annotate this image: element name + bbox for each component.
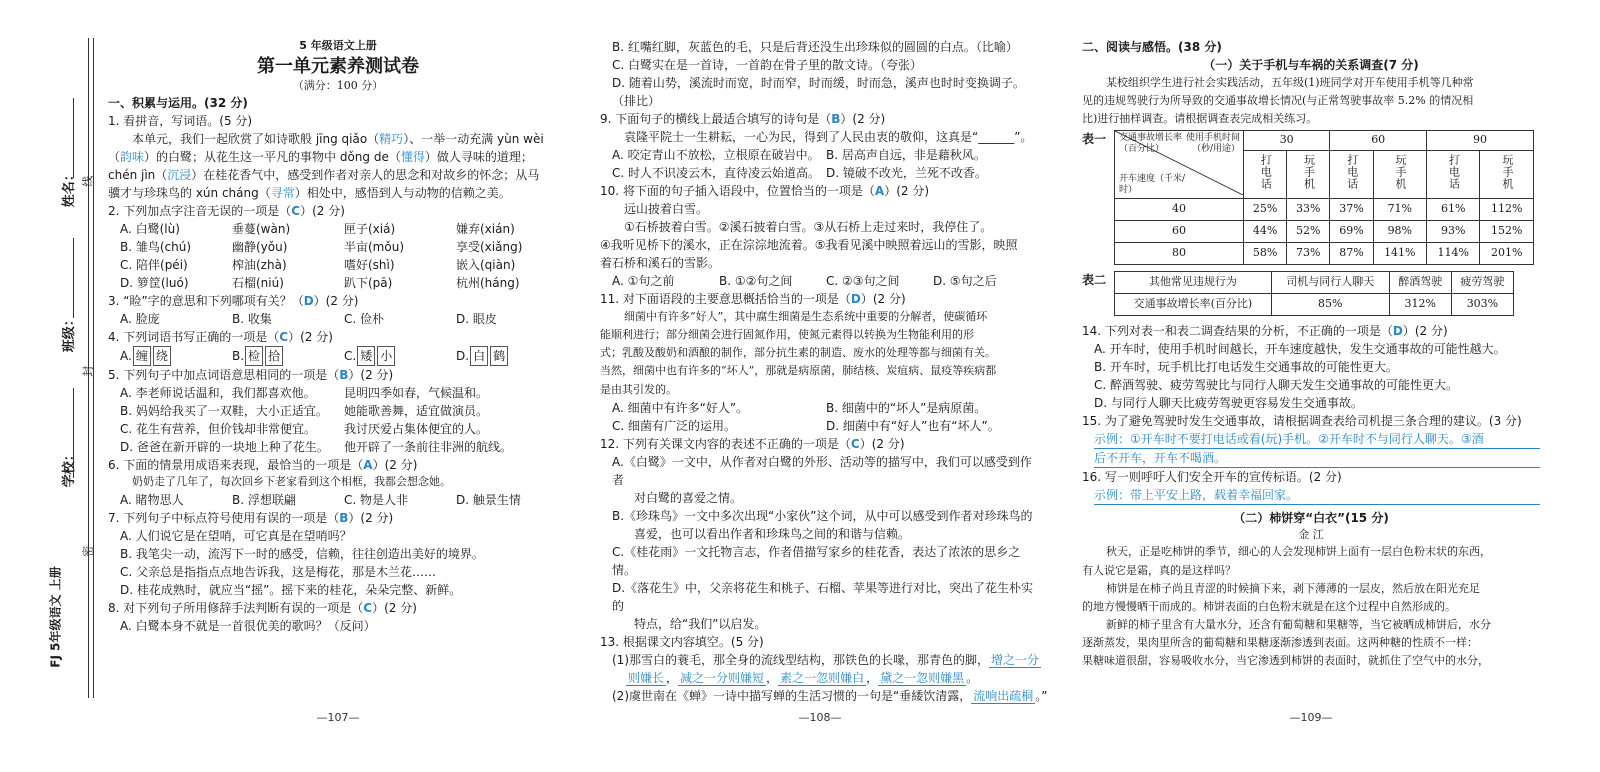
- q1-answer-4: 沉浸: [167, 168, 192, 183]
- q9-answer: B: [831, 112, 841, 126]
- page-108: [600, 38, 1048, 724]
- q13-answer: 流响出疏桐: [973, 688, 1034, 703]
- q9-prompt: 9. 下面句子的横线上最适合填写的诗句是（B）(2 分): [600, 112, 886, 126]
- table-1-use-header: 玩手机: [1302, 153, 1316, 190]
- table-1-row: 60 44% 52% 69% 98% 93% 152%: [1115, 220, 1534, 242]
- q1-line-3: chén jìn（沉浸）在桂花香气中，感受到作者对亲人的思念和对故乡的怀念；从马: [108, 168, 540, 183]
- table-1-block: [1082, 130, 1540, 265]
- page-title: 第一单元素养测试卷: [257, 55, 419, 77]
- q3-prompt: 3. “睑”字的意思和下列哪项有关？（D）(2 分): [108, 294, 359, 309]
- q15-prompt: 15. 为了避免驾驶时发生交通事故，请根据调查表给司机提三条合理的建议。(3 分): [1082, 413, 1522, 428]
- reading-1-intro: 某校组织学生进行社会实践活动，五年级(1)班同学对开车使用手机等几种常 见的违规驾驶行为所导致的交通事故增长情况(与正常驾驶事故率 5.2% 的情况相 比)进行抽样调查。请根据调查表完成相关练习。: [1082, 76, 1474, 126]
- q14-option: A. 开车时，使用手机时间越长，开车速度越快，发生交通事故的可能性越大。: [1094, 341, 1506, 356]
- q5-option-row: A. 李老师说话温和，我们都喜欢他。 昆明四季如春，气候温和。: [120, 386, 489, 401]
- q7-option: D. 桂花成熟时，就应当“摇”。摇下来的桂花，朵朵完整、新鲜。: [120, 582, 462, 597]
- q7-option: C. 父亲总是指指点点地告诉我，这是梅花，那是木兰花……: [120, 564, 437, 579]
- q16-answer: 示例：带上平安上路，载着幸福回家。: [1082, 486, 1540, 505]
- q2-prompt: 2. 下列加点字注音无误的一项是（C）(2 分): [108, 204, 345, 219]
- q13-prompt: 13. 根据课文内容填空。(5 分): [600, 634, 764, 649]
- q11-option-row: C. 细菌有广泛的运用。 D. 细菌中有“好人”也有“坏人”。: [612, 418, 1000, 433]
- q10-passage: ①石桥披着白雪。②溪石披着白雪。③从石桥上走过来时，我停住了。: [624, 220, 993, 234]
- reading-1-title: （一）关于手机与车祸的关系调查(7 分): [1203, 58, 1419, 72]
- table-2-label: 表二: [1082, 272, 1107, 287]
- q1-answer-1: 精巧: [379, 132, 404, 147]
- reading-2-author: 金 江: [1298, 527, 1324, 541]
- q12-option: D.《落花生》中，父亲将花生和桃子、石榴、苹果等进行对比，突出了花生朴实的: [612, 580, 1034, 613]
- q5-option-row: D. 爸爸在新开辟的一块地上种了花生。 他开辟了一条前往非洲的航线。: [120, 440, 513, 455]
- q9-option-row: A. 咬定青山不放松，立根原在破岩中。 B. 居高声自远，非是藉秋风。: [612, 148, 986, 162]
- q13-answer: 黛之一忽则嫌黑: [880, 670, 965, 685]
- q11-prompt: 11. 对下面语段的主要意思概括恰当的一项是（D）(2 分): [600, 292, 906, 306]
- q8-option: B. 红嘴红脚，灰蓝色的毛，只是后背还没生出珍珠似的圆圆的白点。（比喻）: [612, 40, 1018, 54]
- q11-option-row: A. 细菌中有许多“好人”。 B. 细菌中的“坏人”是病原菌。: [612, 400, 987, 415]
- table-1-use-header: 打电话: [1345, 153, 1359, 190]
- q7-option: A. 人们说它是在望哨，可它真是在望哨吗？: [120, 528, 352, 543]
- table-1-use-header: 玩手机: [1394, 153, 1408, 190]
- table-1-time-header: 30: [1244, 131, 1330, 151]
- school-field[interactable]: [73, 388, 74, 478]
- q14-option: D. 与同行人聊天比疲劳驾驶更容易发生交通事故。: [1094, 395, 1363, 410]
- q5-prompt: 5. 下列句子中加点词语意思相同的一项是（B）(2 分): [108, 368, 394, 383]
- q13-line-3: (2)虞世南在《蝉》一诗中描写蝉的生活习惯的一句是“垂緌饮清露， 流响出疏桐 。”: [612, 688, 1048, 703]
- q10-prompt: 10. 将下面的句子插入语段中，位置恰当的一项是（A）(2 分): [600, 184, 930, 198]
- table-1-corner-cell: 交通事故增长率（百分比） 使用手机时间（秒/用途） 开车速度（千米/时）: [1115, 131, 1244, 199]
- q1-prompt: 1. 看拼音，写词语。(5 分): [108, 114, 253, 129]
- q14-prompt: 14. 下列对表一和表二调查结果的分析，不正确的一项是（D）(2 分): [1082, 323, 1448, 338]
- q2-option-row: C. 陪伴(péi) 榨油(zhà) 嗜好(shì) 嵌入(qiàn): [120, 258, 516, 273]
- q5-option-row: B. 妈妈给我买了一双鞋，大小正适宜。 她能歌善舞，适宜做演员。: [120, 404, 489, 419]
- page-109: [1082, 38, 1540, 724]
- q13-answer: 素之一忽则嫌白: [780, 670, 865, 685]
- q1-answer-2: 韵味: [120, 150, 145, 165]
- q8-option: D. 随着山势，溪流时而宽，时而窄，时而缓，时而急，溪声也时时变换调子。（排比）: [612, 76, 1025, 108]
- reading-2-passage: 秋天，正是吃柿饼的季节，细心的人会发现柿饼上面有一层白色粉末状的东西， 有人说它是霜，真的是这样吗？ 柿饼是在柿子尚且青涩的时候摘下来，剥下薄薄的一层皮，然后放在阳光充足 的地方慢慢晒干而成的。柿饼表面的白色粉末就是在这个过程中自然形成的。 新鲜的柿子里含有大量水分，还含有葡萄糖和果糖等，当它被晒成柿饼后，水分 逐渐蒸发，果肉里所含的葡萄糖和果糖逐渐渗透到表面。这两种糖的性质不一样： 果糖味道很甜，容易吸收水分，当它渗透到柿饼的表面时，就抓住了空气中的水分，: [1082, 545, 1491, 668]
- full-score: （满分：100 分）: [292, 78, 384, 92]
- page-107: [108, 38, 568, 724]
- q2-option-row: B. 雏鸟(chú) 幽静(yǒu) 半亩(mǒu) 享受(xiǎng): [120, 240, 523, 255]
- q1-line-1: 本单元，我们一起欣赏了如诗歌般 jīng qiǎo（精巧）、一举一动充满 yùn wèi: [132, 132, 544, 147]
- q12-option-cont: 喜爱，也可以看出作者和珍珠鸟之间的和谐与信赖。: [634, 526, 911, 541]
- q13-line-1: (1)那雪白的蓑毛，那全身的流线型结构，那铁色的长喙，那青色的脚， 增之一分: [612, 652, 1040, 667]
- page-number: —107—: [316, 710, 360, 724]
- page-number: —108—: [798, 710, 842, 724]
- q8-answer: C: [363, 600, 373, 615]
- q7-option: B. 我笔尖一动，流泻下一时的感受，信赖，往往创造出美好的境界。: [120, 546, 484, 561]
- q1-answer-5: 寻常: [270, 186, 295, 201]
- q9-text: 袁隆平院士一生耕耘，一心为民，得到了人民由衷的敬仰，这真是“______”。: [624, 130, 1033, 144]
- q14-option: B. 开车时，玩手机比打电话发生交通事故的可能性更大。: [1094, 359, 1398, 374]
- q8-prompt: 8. 对下列句子所用修辞手法判断有误的一项是（C）(2 分): [108, 600, 417, 615]
- section-2-heading: 二、阅读与感悟。(38 分): [1082, 40, 1222, 54]
- q14-answer: D: [1392, 323, 1403, 338]
- cut-mark-secret: 密: [81, 545, 95, 557]
- book-label: FJ 5年级语文 上册: [48, 566, 63, 668]
- q1-answer-3: 懂得: [400, 150, 425, 165]
- q2-option-row: D. 箩筐(luó) 石榴(niú) 趴下(pā) 杭州(háng): [120, 276, 520, 291]
- table-1-label: 表一: [1082, 132, 1107, 147]
- q3-answer: D: [303, 294, 314, 309]
- q12-option-cont: 特点，给“我们”以启发。: [634, 616, 767, 631]
- cut-mark-line: 线: [81, 175, 95, 187]
- name-label: 姓名：: [61, 168, 77, 208]
- q6-text: 奶奶走了几年了，每次回乡下老家看到这个相框，我都会想念她。: [132, 475, 451, 489]
- school-label: 学校：: [61, 448, 77, 488]
- q12-option-cont: 对白鹭的喜爱之情。: [634, 490, 743, 505]
- table-1-time-header: 60: [1330, 131, 1427, 151]
- q6-options: A. 睹物思人 B. 浮想联翩 C. 物是人非 D. 触景生情: [120, 492, 521, 507]
- q11-answer: D: [850, 292, 861, 306]
- q10-options: A. ①句之前 B. ①②句之间 C. ②③句之间 D. ⑤句之后: [612, 274, 997, 288]
- q8-option: C. 白鹭实在是一首诗，一首韵在骨子里的散文诗。（夸张）: [612, 58, 923, 72]
- q13-line-2: 则嫌长 ， 减之一分则嫌短 ， 素之一忽则嫌白 ， 黛之一忽则嫌黑 。: [628, 670, 979, 685]
- q15-answer: 示例：①开车时不要打电话或看(玩)手机。②开车时不与同行人聊天。③酒 后不开车，开车不喝酒。: [1082, 430, 1540, 468]
- q10-sentence: 远山披着白雪。: [624, 202, 709, 216]
- q8-option: A. 白鹭本身不就是一首很优美的歌吗？（反问）: [120, 618, 376, 633]
- name-field[interactable]: [73, 98, 74, 178]
- q5-answer: B: [339, 368, 349, 383]
- table-1: [1114, 130, 1534, 265]
- class-field[interactable]: [73, 238, 74, 318]
- class-label: 班级：: [61, 313, 77, 353]
- q11-passage: 细菌中有许多“好人”，其中腐生细菌是生态系统中重要的分解者，使碳循环 能顺利进行；部分细菌会进行固氮作用，使氮元素得以转换为生物能利用的形 式；乳酸及酸奶和酒酿的制作，部分抗生素的制造、废水的处理等都与细菌有关。 当然，细菌中也有许多的“坏人”，那就是病原菌，肺结核、炭疽病、鼠疫等疾病都 是由其引发的。: [600, 310, 997, 396]
- reading-2-title: （二）柿饼穿“白衣”(15 分): [1233, 510, 1389, 525]
- q12-option: C.《桂花雨》一文托物言志，作者借描写家乡的桂花香，表达了浓浓的思乡之情。: [612, 544, 1021, 577]
- cut-mark-seal: 封: [81, 365, 95, 377]
- q5-option-row: C. 花生有营养，但价钱却非常便宜。 我讨厌爱占集体便宜的人。: [120, 422, 489, 437]
- table-1-time-header: 90: [1427, 131, 1534, 151]
- table-2: 其他常见违规行为 司机与同行人聊天 醉酒驾驶 疲劳驾驶 交通事故增长率(百分比) 85% 312% 303%: [1114, 271, 1514, 316]
- q12-option: A.《白鹭》一文中，从作者对白鹭的外形、活动等的描写中，我们可以感受到作者: [612, 454, 1032, 487]
- q13-answer: 增之一分: [991, 652, 1040, 667]
- q14-option: C. 醉酒驾驶、疲劳驾驶比与同行人聊天发生交通事故的可能性更大。: [1094, 377, 1459, 392]
- q2-answer: C: [291, 204, 301, 219]
- table-1-row: 40 25% 33% 37% 71% 61% 112%: [1115, 198, 1534, 220]
- q10-answer: A: [874, 184, 885, 198]
- table-1-use-header: 玩手机: [1500, 153, 1514, 190]
- table-1-row: 80 58% 73% 87% 141% 114% 201%: [1115, 242, 1534, 264]
- grade-label: 5 年级语文上册: [299, 39, 377, 52]
- q2-option-row: A. 白鹭(lù) 垂蔓(wàn) 匣子(xiá) 嫌弃(xián): [120, 222, 515, 237]
- q10-passage: 着石桥和溪石的雪影。: [600, 256, 721, 270]
- section-1-heading: 一、积累与运用。(32 分): [108, 96, 248, 111]
- q1-line-2: （韵味）的白鹭；从花生这一平凡的事物中 dǒng de（懂得）做人寻味的道理；: [108, 150, 533, 165]
- q9-option-row: C. 时人不识凌云木，直待凌云始道高。 D. 镜破不改光，兰死不改香。: [612, 166, 987, 180]
- q4-prompt: 4. 下列词语书写正确的一项是（C）(2 分): [108, 330, 333, 345]
- page-number: —109—: [1289, 710, 1333, 724]
- q10-passage: ④我听见桥下的溪水，正在淙淙地流着。⑤我看见溪中映照着远山的雪影，映照: [600, 238, 1018, 252]
- q3-options: A. 脸庞 B. 收集 C. 俭朴 D. 眼皮: [120, 312, 497, 327]
- q4-answer: C: [279, 330, 289, 345]
- binding-strip: [0, 38, 100, 718]
- q6-prompt: 6. 下面的情景用成语来表现，最恰当的一项是（A）(2 分): [108, 458, 418, 473]
- table-1-use-header: 打电话: [1259, 153, 1273, 190]
- q7-prompt: 7. 下列句子中标点符号使用有误的一项是（B）(2 分): [108, 510, 394, 525]
- q13-answer: 减之一分则嫌短: [680, 670, 765, 685]
- q16-prompt: 16. 写一则呼吁人们安全开车的宣传标语。(2 分): [1082, 469, 1342, 484]
- q1-line-4: 骥才与珍珠鸟的 xún cháng（寻常）相处中，感悟到人与动物的信赖之美。: [108, 186, 511, 201]
- q7-answer: B: [339, 510, 349, 525]
- q12-prompt: 12. 下列有关课文内容的表述不正确的一项是（C）(2 分): [600, 436, 905, 451]
- q12-answer: C: [850, 436, 860, 451]
- q12-option: B.《珍珠鸟》一文中多次出现“小家伙”这个词，从中可以感受到作者对珍珠鸟的: [612, 508, 1033, 523]
- q13-answer: 则嫌长: [628, 670, 665, 685]
- table-1-use-header: 打电话: [1447, 153, 1461, 190]
- table-2-block: [1082, 271, 1540, 316]
- q4-options: A. 缠 绕 B. 检 拾 C. 矮 小 D. 白 鹤: [108, 346, 568, 366]
- q6-answer: A: [363, 458, 373, 473]
